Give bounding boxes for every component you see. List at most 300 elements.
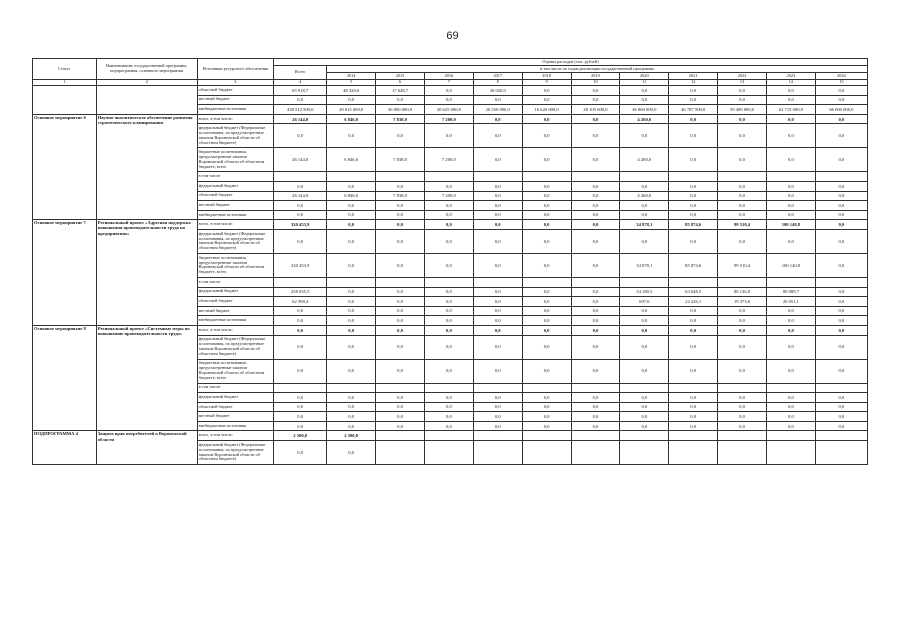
value-cell: 0,0 bbox=[473, 359, 522, 383]
value-cell: 7 838,0 bbox=[376, 114, 425, 124]
value-cell: 0,0 bbox=[620, 95, 669, 105]
value-cell: 0,0 bbox=[522, 114, 571, 124]
value-cell: 0,0 bbox=[718, 201, 767, 211]
value-cell: 2 500,0 bbox=[327, 431, 376, 441]
value-cell: 0,0 bbox=[522, 181, 571, 191]
value-cell: 0,0 bbox=[571, 253, 620, 277]
value-cell: 0,0 bbox=[669, 335, 718, 359]
value-cell: 7 200,0 bbox=[424, 191, 473, 201]
column-number: 8 bbox=[473, 80, 522, 86]
value-cell: 0,0 bbox=[815, 412, 867, 422]
value-cell: 0,0 bbox=[424, 359, 473, 383]
value-cell bbox=[424, 441, 473, 465]
value-cell: 0,0 bbox=[766, 210, 815, 220]
value-cell bbox=[376, 431, 425, 441]
value-cell bbox=[327, 277, 376, 287]
value-cell: 0,0 bbox=[327, 297, 376, 307]
value-cell: 0,0 bbox=[620, 393, 669, 403]
value-cell: 0,0 bbox=[522, 220, 571, 230]
value-cell: 0,0 bbox=[669, 393, 718, 403]
value-cell: 0,0 bbox=[424, 201, 473, 211]
value-cell bbox=[815, 277, 867, 287]
program-name-cell: Защита прав потребителей в Воронежской области bbox=[96, 431, 197, 465]
value-cell: 0,0 bbox=[473, 148, 522, 172]
status-cell: ПОДПРОГРАММА 4 bbox=[33, 431, 97, 465]
header-year: 2021 bbox=[669, 73, 718, 80]
value-cell: 0,0 bbox=[669, 210, 718, 220]
value-cell: 0,0 bbox=[571, 335, 620, 359]
value-cell: 0,0 bbox=[718, 393, 767, 403]
value-cell: 0,0 bbox=[274, 412, 327, 422]
value-cell: 40 105 000,0 bbox=[571, 105, 620, 115]
value-cell: 29 615 000,0 bbox=[327, 105, 376, 115]
value-cell: 0,0 bbox=[669, 306, 718, 316]
value-cell: 0,0 bbox=[327, 287, 376, 297]
value-cell: 0,0 bbox=[718, 95, 767, 105]
value-cell: 0,0 bbox=[669, 114, 718, 124]
column-number: 6 bbox=[376, 80, 425, 86]
value-cell: 4 260,0 bbox=[620, 191, 669, 201]
value-cell: 0,0 bbox=[376, 201, 425, 211]
program-name-cell: Региональный проект «Адресная поддержка повышения производительности труда на предприятиях» bbox=[96, 220, 197, 326]
value-cell: 0,0 bbox=[376, 306, 425, 316]
value-cell: 0,0 bbox=[424, 316, 473, 326]
value-cell: 0,0 bbox=[571, 359, 620, 383]
value-cell: 0,0 bbox=[669, 421, 718, 431]
value-cell: 0,0 bbox=[327, 201, 376, 211]
value-cell: 0,0 bbox=[669, 316, 718, 326]
value-cell bbox=[718, 172, 767, 182]
source-cell: всего, в том числе: bbox=[197, 431, 273, 441]
value-cell bbox=[620, 172, 669, 182]
source-cell: федеральный бюджет (Федеральные ассигнования, по предусмотренные законом Воронежской области об областном бюджете) bbox=[197, 229, 273, 253]
program-name-cell: Региональный проект «Системные меры по повышению производительности труда» bbox=[96, 325, 197, 431]
value-cell: 0,0 bbox=[718, 124, 767, 148]
value-cell: 0,0 bbox=[522, 393, 571, 403]
value-cell: 0,0 bbox=[815, 335, 867, 359]
value-cell: 0,0 bbox=[327, 210, 376, 220]
value-cell: 0,0 bbox=[274, 325, 327, 335]
value-cell: 0,0 bbox=[424, 335, 473, 359]
value-cell: 0,0 bbox=[766, 191, 815, 201]
value-cell: 0,0 bbox=[815, 393, 867, 403]
value-cell: 0,0 bbox=[718, 412, 767, 422]
value-cell: 0,0 bbox=[522, 148, 571, 172]
source-cell: федеральный бюджет (Федеральные ассигнования, по предусмотренные законом Воронежской области об областном бюджете) bbox=[197, 335, 273, 359]
value-cell bbox=[766, 172, 815, 182]
value-cell: 0,0 bbox=[376, 210, 425, 220]
value-cell: 0,0 bbox=[669, 181, 718, 191]
table-row bbox=[33, 325, 868, 335]
value-cell: 0,0 bbox=[571, 220, 620, 230]
value-cell: 0,0 bbox=[815, 201, 867, 211]
value-cell bbox=[522, 431, 571, 441]
value-cell: 0,0 bbox=[327, 181, 376, 191]
value-cell: 0,0 bbox=[815, 229, 867, 253]
value-cell bbox=[718, 277, 767, 287]
table-row bbox=[33, 431, 868, 441]
value-cell: 0,0 bbox=[766, 316, 815, 326]
value-cell: 46 860 000,0 bbox=[620, 105, 669, 115]
value-cell: 80 089,7 bbox=[766, 287, 815, 297]
value-cell bbox=[815, 431, 867, 441]
value-cell: 0,0 bbox=[274, 335, 327, 359]
value-cell bbox=[424, 172, 473, 182]
value-cell: 0,0 bbox=[669, 124, 718, 148]
value-cell: 0,0 bbox=[815, 253, 867, 277]
value-cell: 7 200,0 bbox=[424, 148, 473, 172]
value-cell bbox=[669, 383, 718, 393]
value-cell: 0,0 bbox=[376, 220, 425, 230]
value-cell: 0,0 bbox=[620, 229, 669, 253]
value-cell: 4 260,0 bbox=[620, 148, 669, 172]
value-cell bbox=[376, 277, 425, 287]
value-cell: 20 625 000,0 bbox=[424, 105, 473, 115]
value-cell: 0,0 bbox=[522, 421, 571, 431]
value-cell bbox=[473, 383, 522, 393]
value-cell bbox=[718, 431, 767, 441]
value-cell: 0,0 bbox=[424, 181, 473, 191]
value-cell bbox=[620, 277, 669, 287]
value-cell: 0,0 bbox=[376, 359, 425, 383]
value-cell: 0,0 bbox=[718, 421, 767, 431]
value-cell: 34 878,1 bbox=[620, 253, 669, 277]
value-cell bbox=[669, 441, 718, 465]
header-year: 2017 bbox=[473, 73, 522, 80]
value-cell: 48 320,0 bbox=[327, 86, 376, 96]
value-cell: 0,0 bbox=[274, 124, 327, 148]
header-year: 2020 bbox=[620, 73, 669, 80]
value-cell: 0,0 bbox=[274, 306, 327, 316]
value-cell bbox=[424, 277, 473, 287]
table-row bbox=[33, 86, 868, 96]
value-cell: 0,0 bbox=[424, 86, 473, 96]
value-cell: 0,0 bbox=[473, 393, 522, 403]
value-cell: 0,0 bbox=[718, 325, 767, 335]
value-cell: 0,0 bbox=[815, 287, 867, 297]
value-cell: 0,0 bbox=[766, 124, 815, 148]
value-cell: 0,0 bbox=[424, 297, 473, 307]
value-cell: 34 878,1 bbox=[620, 220, 669, 230]
header-year: 2024 bbox=[815, 73, 867, 80]
value-cell: 0,0 bbox=[327, 335, 376, 359]
value-cell: 0,0 bbox=[718, 210, 767, 220]
value-cell: 0,0 bbox=[718, 359, 767, 383]
value-cell: 0,0 bbox=[522, 95, 571, 105]
value-cell: 16 620 000,0 bbox=[522, 105, 571, 115]
source-cell: областной бюджет bbox=[197, 191, 273, 201]
value-cell: 0,0 bbox=[815, 148, 867, 172]
value-cell: 0,0 bbox=[815, 359, 867, 383]
value-cell: 0,0 bbox=[376, 253, 425, 277]
value-cell bbox=[274, 383, 327, 393]
column-number: 12 bbox=[669, 80, 718, 86]
program-name-cell: Научно-аналитическое обеспечение развития стратегического планирования bbox=[96, 114, 197, 220]
value-cell: 0,0 bbox=[620, 210, 669, 220]
value-cell bbox=[815, 172, 867, 182]
value-cell: 6 846,0 bbox=[327, 148, 376, 172]
value-cell: 0,0 bbox=[669, 191, 718, 201]
header-year: 2019 bbox=[571, 73, 620, 80]
value-cell: 0,0 bbox=[766, 148, 815, 172]
value-cell bbox=[718, 441, 767, 465]
value-cell: 0,0 bbox=[669, 201, 718, 211]
value-cell: 0,0 bbox=[669, 325, 718, 335]
source-cell: местный бюджет bbox=[197, 306, 273, 316]
value-cell: 0,0 bbox=[571, 393, 620, 403]
value-cell: 6 846,0 bbox=[327, 114, 376, 124]
value-cell: 0,0 bbox=[571, 306, 620, 316]
column-number: 1 bbox=[33, 80, 97, 86]
value-cell: 0,0 bbox=[620, 201, 669, 211]
source-cell: в том числе: bbox=[197, 383, 273, 393]
source-cell: федеральный бюджет (Федеральные ассигнования, по предусмотренные законом Воронежской области об областном бюджете) bbox=[197, 441, 273, 465]
value-cell: 7 838,0 bbox=[376, 191, 425, 201]
value-cell: 0,0 bbox=[522, 229, 571, 253]
value-cell: 0,0 bbox=[766, 412, 815, 422]
value-cell bbox=[571, 277, 620, 287]
value-cell bbox=[718, 383, 767, 393]
header-estimate: Оценка расходов (тыс. рублей) bbox=[274, 59, 868, 66]
value-cell: 0,0 bbox=[571, 297, 620, 307]
value-cell: 0,0 bbox=[473, 210, 522, 220]
value-cell: 4 260,0 bbox=[620, 114, 669, 124]
value-cell: 0,0 bbox=[571, 114, 620, 124]
value-cell: 0,0 bbox=[424, 124, 473, 148]
value-cell: 0,0 bbox=[766, 95, 815, 105]
value-cell: 0,0 bbox=[473, 220, 522, 230]
value-cell: 0,0 bbox=[718, 114, 767, 124]
value-cell: 320 453,9 bbox=[274, 220, 327, 230]
value-cell: 0,0 bbox=[473, 229, 522, 253]
value-cell: 85 918,7 bbox=[274, 86, 327, 96]
column-number: 11 bbox=[620, 80, 669, 86]
header-year: 2016 bbox=[424, 73, 473, 80]
value-cell: 0,0 bbox=[327, 393, 376, 403]
value-cell: 0,0 bbox=[571, 412, 620, 422]
column-number: 15 bbox=[815, 80, 867, 86]
value-cell: 0,0 bbox=[522, 191, 571, 201]
value-cell: 0,0 bbox=[766, 393, 815, 403]
value-cell: 0,0 bbox=[620, 335, 669, 359]
column-number: 2 bbox=[96, 80, 197, 86]
source-cell: федеральный бюджет bbox=[197, 181, 273, 191]
value-cell: 0,0 bbox=[669, 86, 718, 96]
value-cell: 0,0 bbox=[424, 253, 473, 277]
column-number: 9 bbox=[522, 80, 571, 86]
value-cell: 0,0 bbox=[571, 191, 620, 201]
value-cell: 0,0 bbox=[766, 359, 815, 383]
value-cell: 2 500,0 bbox=[274, 431, 327, 441]
value-cell: 0,0 bbox=[571, 210, 620, 220]
value-cell: 0,0 bbox=[327, 124, 376, 148]
value-cell bbox=[669, 172, 718, 182]
value-cell: 0,0 bbox=[766, 421, 815, 431]
value-cell: 0,0 bbox=[376, 287, 425, 297]
value-cell: 99 510,4 bbox=[718, 220, 767, 230]
value-cell: 0,0 bbox=[620, 86, 669, 96]
value-cell: 0,0 bbox=[376, 402, 425, 412]
value-cell: 0,0 bbox=[571, 287, 620, 297]
budget-table bbox=[32, 58, 868, 465]
value-cell bbox=[376, 383, 425, 393]
source-cell: в том числе: bbox=[197, 172, 273, 182]
value-cell: 0,0 bbox=[473, 316, 522, 326]
table-row bbox=[33, 220, 868, 230]
value-cell: 0,0 bbox=[473, 181, 522, 191]
value-cell: 0,0 bbox=[424, 220, 473, 230]
value-cell: 0,0 bbox=[815, 220, 867, 230]
source-cell: всего, в том числе: bbox=[197, 114, 273, 124]
source-cell: местный бюджет bbox=[197, 412, 273, 422]
value-cell bbox=[766, 431, 815, 441]
value-cell: 0,0 bbox=[522, 124, 571, 148]
value-cell: 0,0 bbox=[274, 229, 327, 253]
value-cell bbox=[473, 172, 522, 182]
value-cell: 0,0 bbox=[522, 335, 571, 359]
source-cell: внебюджетные источники bbox=[197, 105, 273, 115]
value-cell bbox=[669, 277, 718, 287]
value-cell: 0,0 bbox=[473, 191, 522, 201]
value-cell: 0,0 bbox=[376, 421, 425, 431]
value-cell: 0,0 bbox=[522, 359, 571, 383]
value-cell bbox=[376, 172, 425, 182]
value-cell: 26 144,0 bbox=[274, 148, 327, 172]
header-year: 2015 bbox=[376, 73, 425, 80]
value-cell: 0,0 bbox=[766, 86, 815, 96]
value-cell: 0,0 bbox=[473, 287, 522, 297]
value-cell: 0,0 bbox=[473, 201, 522, 211]
value-cell: 0,0 bbox=[669, 412, 718, 422]
value-cell: 7 200,0 bbox=[424, 114, 473, 124]
value-cell: 0,0 bbox=[473, 95, 522, 105]
value-cell: 100 140,8 bbox=[766, 253, 815, 277]
source-cell: в том числе: bbox=[197, 277, 273, 287]
value-cell: 0,0 bbox=[522, 306, 571, 316]
value-cell bbox=[815, 383, 867, 393]
value-cell: 0,0 bbox=[327, 359, 376, 383]
value-cell: 36 000 000,0 bbox=[376, 105, 425, 115]
value-cell: 34 180,5 bbox=[620, 287, 669, 297]
value-cell: 0,0 bbox=[522, 253, 571, 277]
status-cell: Основное мероприятие 8 bbox=[33, 325, 97, 431]
value-cell: 0,0 bbox=[522, 86, 571, 96]
table-body bbox=[33, 86, 868, 465]
value-cell: 26 550 000,0 bbox=[473, 105, 522, 115]
value-cell: 0,0 bbox=[327, 95, 376, 105]
value-cell: 0,0 bbox=[274, 210, 327, 220]
value-cell: 0,0 bbox=[274, 359, 327, 383]
value-cell: 0,0 bbox=[815, 402, 867, 412]
value-cell: 26 144,0 bbox=[274, 191, 327, 201]
header-year: 2022 bbox=[718, 73, 767, 80]
value-cell: 0,0 bbox=[376, 229, 425, 253]
value-cell: 99 510,4 bbox=[718, 253, 767, 277]
value-cell: 0,0 bbox=[669, 229, 718, 253]
value-cell bbox=[522, 441, 571, 465]
value-cell bbox=[274, 277, 327, 287]
value-cell: 0,0 bbox=[522, 210, 571, 220]
value-cell: 0,0 bbox=[766, 229, 815, 253]
value-cell: 0,0 bbox=[376, 335, 425, 359]
value-cell: 0,0 bbox=[815, 114, 867, 124]
value-cell: 17 648,7 bbox=[376, 86, 425, 96]
value-cell: 0,0 bbox=[620, 325, 669, 335]
value-cell: 0,0 bbox=[620, 402, 669, 412]
value-cell bbox=[571, 441, 620, 465]
value-cell: 20 020,0 bbox=[473, 86, 522, 96]
value-cell: 46 787 500,0 bbox=[669, 105, 718, 115]
value-cell: 0,0 bbox=[766, 402, 815, 412]
table-row bbox=[33, 114, 868, 124]
value-cell: 0,0 bbox=[718, 316, 767, 326]
value-cell bbox=[766, 277, 815, 287]
source-cell: бюджетные ассигнования, предусмотренные законом Воронежской области об областном бюджете, всего bbox=[197, 253, 273, 277]
value-cell: 0,0 bbox=[327, 220, 376, 230]
value-cell: 22 226,1 bbox=[669, 297, 718, 307]
column-number: 14 bbox=[766, 80, 815, 86]
value-cell: 0,0 bbox=[571, 124, 620, 148]
header-year: 2018 bbox=[522, 73, 571, 80]
value-cell: 0,0 bbox=[274, 441, 327, 465]
value-cell bbox=[620, 431, 669, 441]
value-cell: 0,0 bbox=[522, 412, 571, 422]
value-cell: 697,6 bbox=[620, 297, 669, 307]
value-cell: 0,0 bbox=[620, 412, 669, 422]
value-cell: 0,0 bbox=[522, 287, 571, 297]
value-cell: 0,0 bbox=[571, 316, 620, 326]
value-cell: 0,0 bbox=[718, 148, 767, 172]
value-cell: 0,0 bbox=[473, 124, 522, 148]
value-cell: 0,0 bbox=[669, 95, 718, 105]
value-cell: 0,0 bbox=[376, 412, 425, 422]
value-cell bbox=[571, 431, 620, 441]
value-cell: 0,0 bbox=[473, 297, 522, 307]
value-cell: 0,0 bbox=[473, 421, 522, 431]
value-cell: 0,0 bbox=[766, 114, 815, 124]
value-cell bbox=[473, 277, 522, 287]
value-cell: 0,0 bbox=[473, 412, 522, 422]
header-status: Статус bbox=[33, 59, 97, 80]
value-cell: 0,0 bbox=[424, 402, 473, 412]
value-cell bbox=[620, 383, 669, 393]
value-cell: 59 400 000,0 bbox=[718, 105, 767, 115]
value-cell: 0,0 bbox=[473, 335, 522, 359]
value-cell bbox=[327, 383, 376, 393]
value-cell: 0,0 bbox=[327, 306, 376, 316]
value-cell: 0,0 bbox=[620, 359, 669, 383]
value-cell: 0,0 bbox=[766, 181, 815, 191]
status-cell: Основное мероприятие 7 bbox=[33, 220, 97, 326]
value-cell: 80 136,8 bbox=[718, 287, 767, 297]
header-program-name: Наименование государственной программы, подпрограммы, основного мероприятия bbox=[96, 59, 197, 80]
value-cell: 26 144,0 bbox=[274, 114, 327, 124]
value-cell: 0,0 bbox=[815, 181, 867, 191]
value-cell bbox=[274, 172, 327, 182]
value-cell: 7 838,0 bbox=[376, 148, 425, 172]
value-cell: 0,0 bbox=[274, 181, 327, 191]
value-cell bbox=[571, 383, 620, 393]
value-cell: 0,0 bbox=[620, 316, 669, 326]
value-cell bbox=[376, 441, 425, 465]
page-number: 69 bbox=[446, 30, 459, 42]
value-cell: 0,0 bbox=[376, 181, 425, 191]
value-cell: 0,0 bbox=[571, 229, 620, 253]
value-cell: 0,0 bbox=[815, 421, 867, 431]
value-cell: 0,0 bbox=[571, 148, 620, 172]
header-source: Источники ресурсного обеспечения bbox=[197, 59, 273, 80]
value-cell: 0,0 bbox=[274, 316, 327, 326]
